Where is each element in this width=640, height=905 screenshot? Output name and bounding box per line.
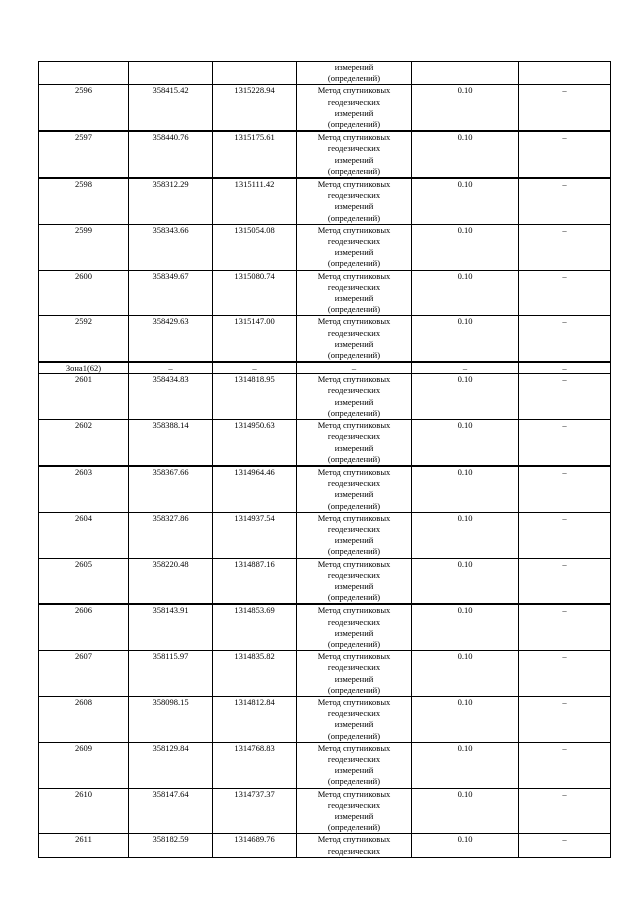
cell-accuracy: 0.10: [412, 316, 519, 362]
cell-x: 358343.66: [129, 224, 213, 270]
cell-method: Метод спутниковых геодезических измерений (определений): [297, 316, 412, 362]
cell-y: 1314887.16: [213, 558, 297, 604]
cell-method: Метод спутниковых геодезических измерений (определений): [297, 374, 412, 420]
table-row: [39, 466, 611, 512]
table-row: [39, 696, 611, 742]
cell-method: Метод спутниковых геодезических измерений (определений): [297, 85, 412, 131]
cell-note: –: [519, 696, 611, 742]
cell-x: 358312.29: [129, 178, 213, 224]
cell-method: Метод спутниковых геодезических измерений (определений): [297, 696, 412, 742]
cell-note: –: [519, 788, 611, 834]
cell-point: 2602: [39, 420, 129, 466]
cell-note: –: [519, 224, 611, 270]
cell-x: 358388.14: [129, 420, 213, 466]
cell-method: Метод спутниковых геодезических измерений (определений): [297, 131, 412, 178]
cell-x: –: [129, 362, 213, 374]
table-row: [39, 270, 611, 316]
cell-x: 358434.83: [129, 374, 213, 420]
coordinates-table: [38, 61, 611, 858]
cell-y: 1315054.08: [213, 224, 297, 270]
cell-accuracy: 0.10: [412, 742, 519, 788]
table-row: [39, 558, 611, 604]
cell-method: Метод спутниковых геодезических измерений (определений): [297, 466, 412, 512]
cell-y: 1314818.95: [213, 374, 297, 420]
cell-method: Метод спутниковых геодезических измерений (определений): [297, 270, 412, 316]
cell-y: 1314937.54: [213, 512, 297, 558]
table-row: [39, 512, 611, 558]
cell-accuracy: [412, 62, 519, 85]
cell-accuracy: 0.10: [412, 85, 519, 131]
cell-method: Метод спутниковых геодезических измерений (определений): [297, 558, 412, 604]
cell-note: –: [519, 85, 611, 131]
cell-note: –: [519, 178, 611, 224]
table-row: [39, 742, 611, 788]
table-row-zone: [39, 362, 611, 374]
cell-accuracy: 0.10: [412, 834, 519, 857]
table-row: [39, 374, 611, 420]
cell-point: 2603: [39, 466, 129, 512]
cell-x: 358367.66: [129, 466, 213, 512]
table-row: [39, 178, 611, 224]
cell-y: 1314950.63: [213, 420, 297, 466]
cell-y: 1315080.74: [213, 270, 297, 316]
cell-accuracy: 0.10: [412, 224, 519, 270]
cell-accuracy: –: [412, 362, 519, 374]
cell-x: 358327.86: [129, 512, 213, 558]
cell-x: 358429.63: [129, 316, 213, 362]
cell-note: –: [519, 374, 611, 420]
cell-accuracy: 0.10: [412, 420, 519, 466]
cell-method: Метод спутниковых геодезических измерений (определений): [297, 788, 412, 834]
cell-note: –: [519, 604, 611, 650]
cell-point: 2601: [39, 374, 129, 420]
cell-y: 1314812.84: [213, 696, 297, 742]
cell-y: 1314964.46: [213, 466, 297, 512]
cell-method: Метод спутниковых геодезических измерений (определений): [297, 604, 412, 650]
cell-method: Метод спутниковых геодезических измерений (определений): [297, 178, 412, 224]
cell-y: 1314737.37: [213, 788, 297, 834]
cell-x: 358415.42: [129, 85, 213, 131]
cell-note: [519, 62, 611, 85]
table-row: [39, 651, 611, 697]
cell-note: –: [519, 512, 611, 558]
cell-y: –: [213, 362, 297, 374]
cell-note: –: [519, 742, 611, 788]
cell-y: 1315111.42: [213, 178, 297, 224]
cell-y: 1315228.94: [213, 85, 297, 131]
table-row: [39, 604, 611, 650]
cell-note: –: [519, 834, 611, 857]
cell-x: 358098.15: [129, 696, 213, 742]
cell-y: 1314768.83: [213, 742, 297, 788]
cell-point: 2596: [39, 85, 129, 131]
cell-accuracy: 0.10: [412, 512, 519, 558]
cell-x: 358349.67: [129, 270, 213, 316]
cell-note: –: [519, 316, 611, 362]
cell-accuracy: 0.10: [412, 788, 519, 834]
cell-accuracy: 0.10: [412, 604, 519, 650]
cell-x: 358440.76: [129, 131, 213, 178]
cell-y: 1315147.00: [213, 316, 297, 362]
cell-point: 2606: [39, 604, 129, 650]
cell-accuracy: 0.10: [412, 651, 519, 697]
cell-method: Метод спутниковых геодезических измерений (определений): [297, 420, 412, 466]
cell-point: 2599: [39, 224, 129, 270]
cell-point: [39, 62, 129, 85]
cell-accuracy: 0.10: [412, 558, 519, 604]
cell-method: Метод спутниковых геодезических измерений (определений): [297, 512, 412, 558]
table-row: [39, 131, 611, 178]
cell-point: 2605: [39, 558, 129, 604]
cell-y: 1314689.76: [213, 834, 297, 857]
cell-note: –: [519, 466, 611, 512]
cell-x: [129, 62, 213, 85]
cell-accuracy: 0.10: [412, 466, 519, 512]
table-row-continuation: [39, 62, 611, 85]
cell-point: 2611: [39, 834, 129, 857]
cell-method: –: [297, 362, 412, 374]
cell-x: 358182.59: [129, 834, 213, 857]
table-row: [39, 85, 611, 131]
cell-point: Зона1(62): [39, 362, 129, 374]
table-row: [39, 420, 611, 466]
cell-note: –: [519, 558, 611, 604]
cell-point: 2597: [39, 131, 129, 178]
cell-point: 2604: [39, 512, 129, 558]
cell-note: –: [519, 651, 611, 697]
cell-note: –: [519, 270, 611, 316]
table-row: [39, 316, 611, 362]
cell-x: 358143.91: [129, 604, 213, 650]
cell-point: 2609: [39, 742, 129, 788]
table-row: [39, 834, 611, 857]
cell-method: Метод спутниковых геодезических измерений (определений): [297, 651, 412, 697]
cell-method: Метод спутниковых геодезических измерений (определений): [297, 224, 412, 270]
cell-x: 358220.48: [129, 558, 213, 604]
cell-point: 2600: [39, 270, 129, 316]
table-row: [39, 224, 611, 270]
cell-accuracy: 0.10: [412, 131, 519, 178]
cell-note: –: [519, 420, 611, 466]
cell-point: 2608: [39, 696, 129, 742]
cell-y: 1314835.82: [213, 651, 297, 697]
table-row: [39, 788, 611, 834]
cell-point: 2592: [39, 316, 129, 362]
cell-accuracy: 0.10: [412, 374, 519, 420]
cell-method: Метод спутниковых геодезических: [297, 834, 412, 857]
cell-accuracy: 0.10: [412, 696, 519, 742]
cell-accuracy: 0.10: [412, 270, 519, 316]
cell-accuracy: 0.10: [412, 178, 519, 224]
cell-x: 358147.64: [129, 788, 213, 834]
cell-point: 2610: [39, 788, 129, 834]
cell-x: 358115.97: [129, 651, 213, 697]
cell-point: 2598: [39, 178, 129, 224]
cell-y: 1314853.69: [213, 604, 297, 650]
cell-note: –: [519, 131, 611, 178]
cell-point: 2607: [39, 651, 129, 697]
cell-method: Метод спутниковых геодезических измерений (определений): [297, 742, 412, 788]
cell-note: –: [519, 362, 611, 374]
cell-method: измерений (определений): [297, 62, 412, 85]
cell-y: [213, 62, 297, 85]
cell-x: 358129.84: [129, 742, 213, 788]
cell-y: 1315175.61: [213, 131, 297, 178]
